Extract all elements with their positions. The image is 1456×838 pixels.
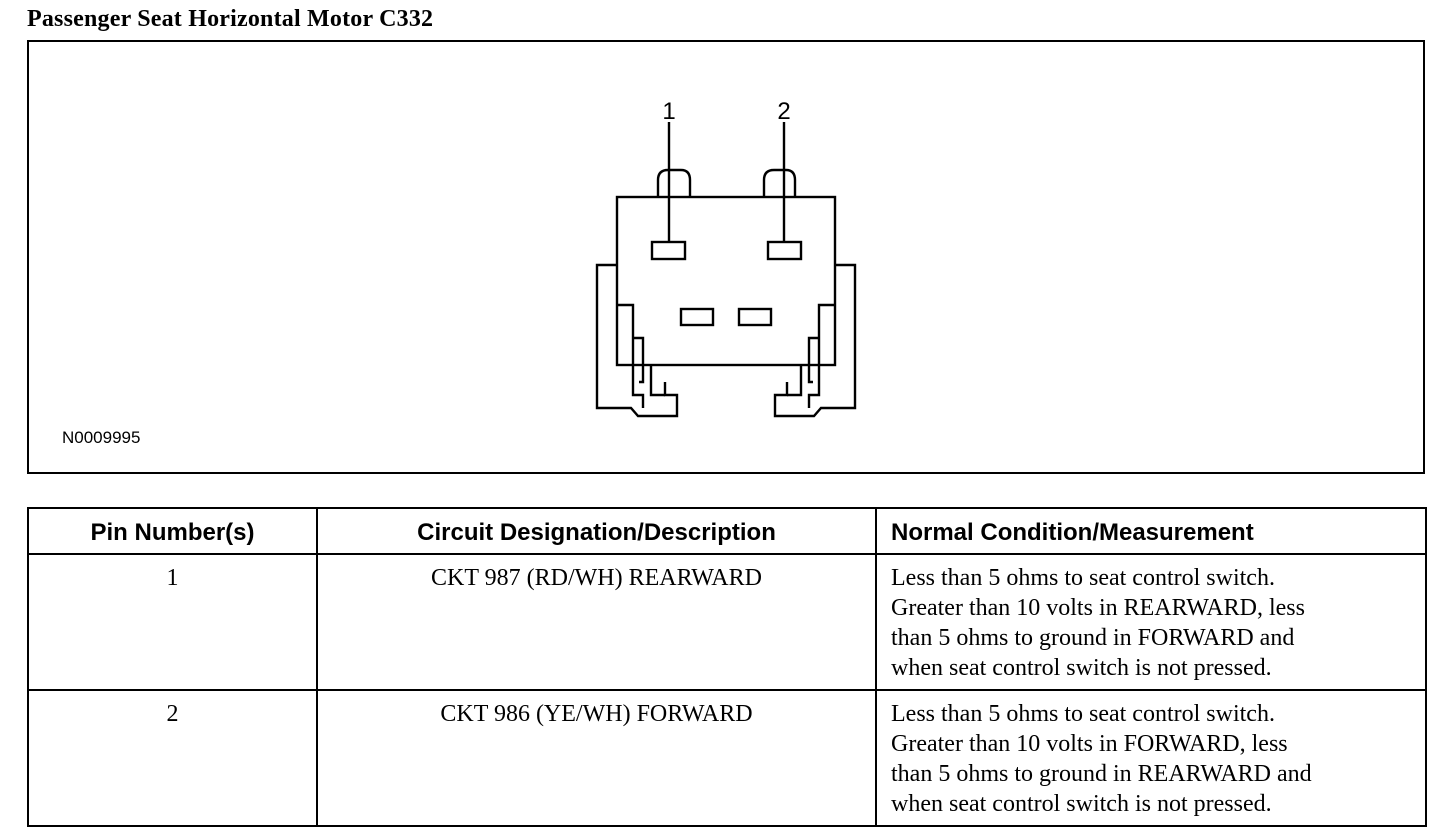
pin-number-cell: 2 [28,690,317,826]
table-row [28,690,1426,826]
connector-face-drawing [29,42,1423,472]
connector-body [617,197,835,365]
cavity-pin-2 [768,242,801,259]
lock-arm-right [775,265,855,416]
top-latch-left [658,170,690,197]
condition-line: Less than 5 ohms to seat control switch. [891,701,1275,727]
table-header-row [28,508,1426,554]
connector-diagram-frame [27,40,1425,474]
lock-arm-left [597,265,677,416]
pin-label-2: 2 [777,98,791,125]
condition-line: Greater than 10 volts in FORWARD, less [891,731,1288,757]
page-title: Passenger Seat Horizontal Motor C332 [27,6,434,32]
figure-id: N0009995 [62,428,141,447]
pin-label-1: 1 [662,98,676,125]
lock-arm-left-inner [617,305,643,408]
lock-arm-right-inner [809,305,835,408]
condition-cell [876,554,1426,690]
top-latch-right [764,170,795,197]
header-pin-number: Pin Number(s) [28,508,317,554]
condition-line: when seat control switch is not pressed. [891,791,1272,817]
condition-line: than 5 ohms to ground in REARWARD and [891,761,1312,787]
cavity-center-right [739,309,771,325]
condition-line: when seat control switch is not pressed. [891,655,1272,681]
condition-line: Less than 5 ohms to seat control switch. [891,565,1275,591]
cavity-pin-1 [652,242,685,259]
circuit-cell: CKT 987 (RD/WH) REARWARD [317,554,876,690]
condition-line: than 5 ohms to ground in FORWARD and [891,625,1295,651]
circuit-cell: CKT 986 (YE/WH) FORWARD [317,690,876,826]
pin-number-cell: 1 [28,554,317,690]
header-condition: Normal Condition/Measurement [876,508,1426,554]
pin-table [27,507,1427,827]
condition-cell [876,690,1426,826]
header-circuit: Circuit Designation/Description [317,508,876,554]
table-row [28,554,1426,690]
cavity-center-left [681,309,713,325]
condition-line: Greater than 10 volts in REARWARD, less [891,595,1305,621]
